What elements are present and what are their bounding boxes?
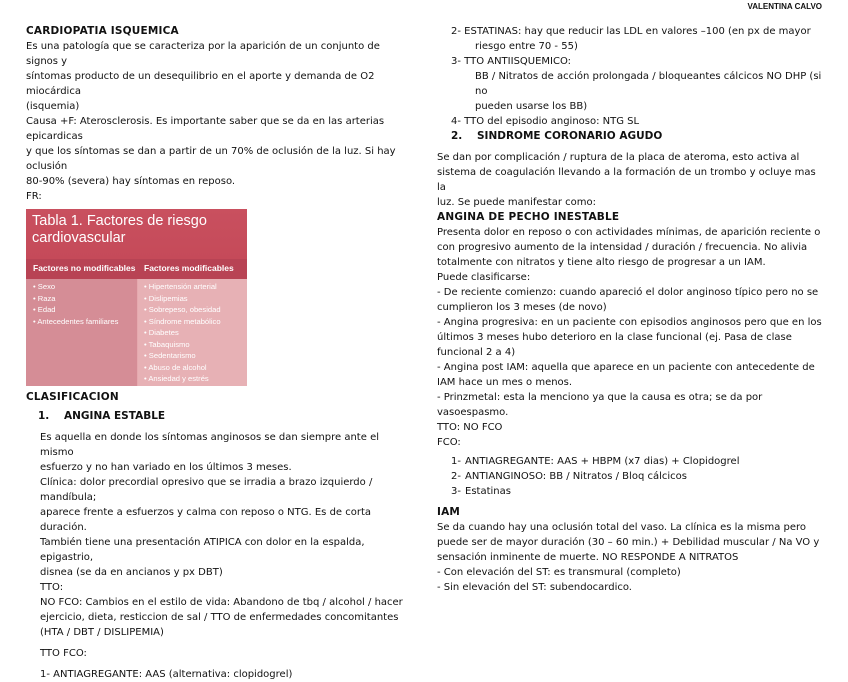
item-number: 3- xyxy=(451,486,461,497)
list-item: • Tabaquismo xyxy=(144,339,221,351)
body-line: vasoespasmo. xyxy=(437,407,509,418)
angina-estable-heading xyxy=(26,409,411,424)
author-name: VALENTINA CALVO xyxy=(747,2,822,11)
body-line: puede ser de mayor duración (30 – 60 min.) + Debilidad muscular / Na VO y xyxy=(437,537,820,548)
list-item: • Síndrome metabólico xyxy=(144,316,221,328)
body-line: totalmente con nitratos y tiene alto riesgo de progresar a un IAM. xyxy=(437,257,766,268)
body-line: TTO: NO FCO xyxy=(437,422,503,433)
list-item: • Sexo xyxy=(33,281,118,293)
antiagregante-line: 1- ANTIAGREGANTE: AAS (alternativa: clopidogrel) xyxy=(40,669,293,680)
body-line: - Prinzmetal: esta la menciono ya que la causa es otra; se da por xyxy=(437,392,763,403)
list-item: • Ansiedad y estrés xyxy=(144,373,221,385)
intro-line: FR: xyxy=(26,191,42,202)
body-line: cumplieron los 3 meses (de novo) xyxy=(437,302,607,313)
body-line: NO FCO: Cambios en el estilo de vida: Abandono de tbq / alcohol / hacer xyxy=(40,597,403,608)
body-line: Clínica: dolor precordial opresivo que se irradia a brazo izquierdo / mandíbula; xyxy=(40,477,373,503)
body-line: - Con elevación del ST: es transmural (completo) xyxy=(437,567,681,578)
fco-item xyxy=(451,469,827,484)
item-number: 1- xyxy=(451,456,461,467)
table-col-header-modifiable: Factores modificables xyxy=(144,263,234,273)
list-item: • Sedentarismo xyxy=(144,350,221,362)
intro-line: Es una patología que se caracteriza por la aparición de un conjunto de signos y xyxy=(26,41,380,67)
intro-line: (isquemia) xyxy=(26,101,80,112)
table-col-header-nonmodifiable: Factores no modificables xyxy=(33,263,136,273)
intro-line: y que los síntomas se dan a partir de un 70% de oclusión de la luz. Si hay oclusión xyxy=(26,146,396,172)
clasificacion-heading: CLASIFICACION xyxy=(26,391,119,403)
list-item: • Edad xyxy=(33,304,118,316)
body-line: - Angina post IAM: aquella que aparece en un paciente con antecedente de xyxy=(437,362,815,373)
right-column xyxy=(437,24,827,595)
list-item: • Sobrepeso, obesidad xyxy=(144,304,221,316)
body-line: sensación inminente de muerte. NO RESPONDE A NITRATOS xyxy=(437,552,739,563)
heading-number: 1. xyxy=(38,410,50,422)
list-item: • Raza xyxy=(33,293,118,305)
iam-heading: IAM xyxy=(437,506,461,518)
body-line: con progresivo aumento de la intensidad / duración / frecuencia. No alivia xyxy=(437,242,808,253)
nonmodifiable-list xyxy=(33,281,118,327)
body-line: - Angina progresiva: en un paciente con episodios anginosos pero que en los xyxy=(437,317,822,328)
body-line: luz. Se puede manifestar como: xyxy=(437,197,596,208)
table-title-line: cardiovascular xyxy=(32,230,126,246)
table-title-line: Tabla 1. Factores de riesgo xyxy=(32,213,207,229)
heading-text: ANGINA ESTABLE xyxy=(64,410,166,422)
body-line: Es aquella en donde los síntomas anginosos se dan siempre ante el mismo xyxy=(40,432,379,458)
left-column xyxy=(26,24,411,682)
list-item: • Dislipemias xyxy=(144,293,221,305)
body-line: Se da cuando hay una oclusión total del vaso. La clínica es la misma pero xyxy=(437,522,807,533)
body-line: Se dan por complicación / ruptura de la placa de ateroma, esto activa al xyxy=(437,152,800,163)
estatinas-line: riesgo entre 70 - 55) xyxy=(475,41,578,52)
body-line: TTO: xyxy=(40,582,64,593)
body-line: funcional 2 a 4) xyxy=(437,347,516,358)
body-line: Puede clasificarse: xyxy=(437,272,531,283)
table-title xyxy=(32,213,207,247)
body-line: disnea (se da en ancianos y px DBT) xyxy=(40,567,223,578)
angina-inestable-heading: ANGINA DE PECHO INESTABLE xyxy=(437,211,620,223)
item-number: 2- xyxy=(451,471,461,482)
item-text: ANTIANGINOSO: BB / Nitratos / Bloq cálcicos xyxy=(465,471,687,482)
list-item: • Diabetes xyxy=(144,327,221,339)
sca-heading xyxy=(451,129,827,144)
list-item: • Abuso de alcohol xyxy=(144,362,221,374)
list-item: • Hipertensión arterial xyxy=(144,281,221,293)
body-line: sistema de coagulación llevando a la formación de un trombo y ocluye mas la xyxy=(437,167,816,193)
body-line: esfuerzo y no han variado en los últimos 3 meses. xyxy=(40,462,292,473)
body-line: FCO: xyxy=(437,437,461,448)
antiisquemico-line: pueden usarse los BB) xyxy=(475,101,588,112)
body-line: IAM hace un mes o menos. xyxy=(437,377,573,388)
body-line: ejercicio, dieta, resticcion de sal / TTO de enfermedades concomitantes xyxy=(40,612,399,623)
body-line: últimos 3 meses hubo deterioro en la clase funcional (ej. Pasa de clase xyxy=(437,332,792,343)
body-line: - Sin elevación del ST: subendocardico. xyxy=(437,582,632,593)
tto-fco-label: TTO FCO: xyxy=(40,648,87,659)
body-line: (HTA / DBT / DISLIPEMIA) xyxy=(40,627,164,638)
heading-text: SINDROME CORONARIO AGUDO xyxy=(477,130,663,142)
estatinas-line: 2- ESTATINAS: hay que reducir las LDL en valores –100 (en px de mayor xyxy=(451,26,811,37)
heading-number: 2. xyxy=(451,130,463,142)
fco-item xyxy=(451,484,827,499)
body-line: aparece frente a esfuerzos y calma con reposo o NTG. Es de corta duración. xyxy=(40,507,372,533)
episodio-line: 4- TTO del episodio anginoso: NTG SL xyxy=(451,116,640,127)
body-line: También tiene una presentación ATIPICA con dolor en la espalda, epigastrio, xyxy=(40,537,365,563)
list-item: • Antecedentes familiares xyxy=(33,316,118,328)
item-text: Estatinas xyxy=(465,486,511,497)
intro-line: síntomas producto de un desequilibrio en el aporte y demanda de O2 miocárdica xyxy=(26,71,375,97)
body-line: Presenta dolor en reposo o con actividades mínimas, de aparición reciente o xyxy=(437,227,821,238)
intro-line: Causa +F: Aterosclerosis. Es importante saber que se da en las arterias epicardicas xyxy=(26,116,385,142)
fco-item xyxy=(451,454,827,469)
antiisquemico-line: 3- TTO ANTIISQUEMICO: xyxy=(451,56,572,67)
antiisquemico-line: BB / Nitratos de acción prolongada / bloqueantes cálcicos NO DHP (si no xyxy=(475,71,822,97)
intro-line: 80-90% (severa) hay síntomas en reposo. xyxy=(26,176,236,187)
item-text: ANTIAGREGANTE: AAS + HBPM (x7 dias) + Clopidogrel xyxy=(465,456,740,467)
modifiable-list xyxy=(144,281,221,385)
risk-factors-table-image xyxy=(26,209,247,386)
body-line: - De reciente comienzo: cuando apareció el dolor anginoso típico pero no se xyxy=(437,287,819,298)
section-title: CARDIOPATIA ISQUEMICA xyxy=(26,25,179,37)
